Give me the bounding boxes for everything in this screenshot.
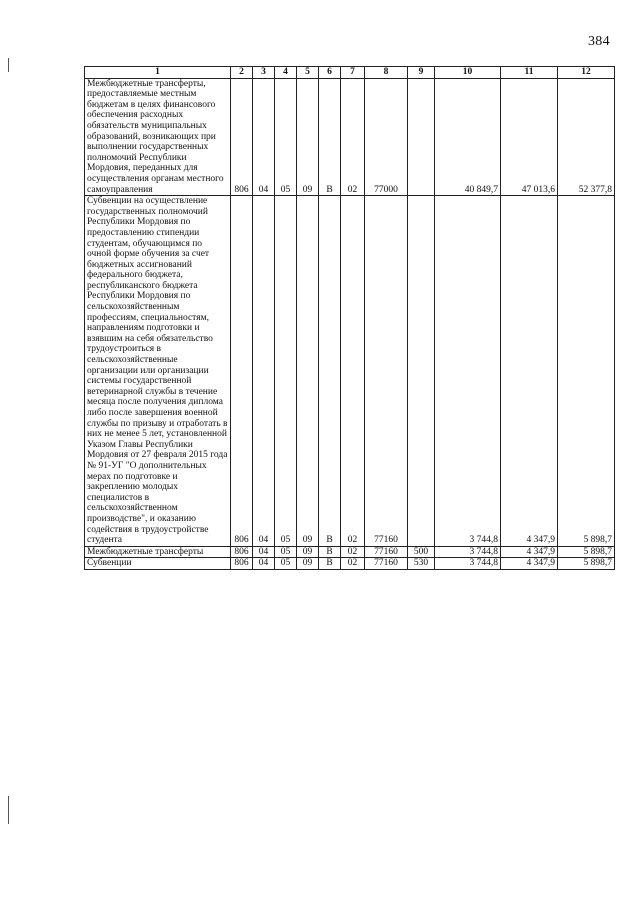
cell-code [408,78,435,196]
cell-code: 05 [275,78,297,196]
column-header: 2 [231,67,253,79]
cell-code: 806 [231,558,253,570]
cell-amount: 40 849,7 [435,78,501,196]
cell-code: В [319,196,341,547]
cell-code: 77160 [365,196,408,547]
row-name: Межбюджетные трансферты [85,546,231,558]
column-header: 4 [275,67,297,79]
cell-amount: 3 744,8 [435,558,501,570]
cell-code: В [319,546,341,558]
column-header: 6 [319,67,341,79]
row-name: Субвенции на осуществление государственных полномочий Республики Мордовия по предоставлению стипендии студентам, обучающимся по очной форме обучения за счет бюджетных ассигнований федерального бюджета, республиканского бюджета Республики Мордовия по сельскохозяйственным профессиям, специальностям, направлениям подготовки и взявшим на себя обязательство трудоустроиться в сельскохозяйственные организации или организации системы государственной ветеринарной службы в течение месяца после получения диплома либо после завершения военной службы по призыву и отработать в них не менее 5 лет, установленной Указом Главы Республики Мордовия от 27 февраля 2015 года № 91-УГ "О дополнительных мерах по подготовке и закреплению молодых специалистов в сельскохозяйственном производстве", и оказанию содействия в трудоустройстве студента [85,196,231,547]
scan-mark [8,796,9,824]
table-row [85,78,615,196]
cell-code: 806 [231,546,253,558]
cell-code: 77000 [365,78,408,196]
page-number: 384 [588,34,610,49]
table-row [85,546,615,558]
column-header: 10 [435,67,501,79]
cell-code: 02 [341,196,365,547]
scan-mark [8,58,9,72]
table-header-row [85,67,615,79]
column-header: 1 [85,67,231,79]
cell-code: 806 [231,196,253,547]
cell-code: 806 [231,78,253,196]
cell-amount: 47 013,6 [501,78,558,196]
cell-amount: 4 347,9 [501,546,558,558]
column-header: 7 [341,67,365,79]
table-row [85,196,615,547]
cell-amount: 52 377,8 [558,78,615,196]
table-row [85,558,615,570]
cell-code: 02 [341,558,365,570]
cell-code: 04 [253,196,275,547]
cell-amount: 4 347,9 [501,558,558,570]
cell-amount: 5 898,7 [558,558,615,570]
cell-amount: 3 744,8 [435,196,501,547]
column-header: 11 [501,67,558,79]
cell-code: 04 [253,546,275,558]
cell-code: 530 [408,558,435,570]
cell-code: 09 [297,78,319,196]
cell-code: 02 [341,546,365,558]
cell-code: 500 [408,546,435,558]
cell-code: 05 [275,558,297,570]
cell-code: 77160 [365,558,408,570]
cell-code: 05 [275,546,297,558]
row-name: Межбюджетные трансферты, предоставляемые местным бюджетам в целях финансового обеспечения расходных обязательств муниципальных образований, возникающих при выполнении государственных полномочий Республики Мордовия, переданных для осуществления органам местного самоуправления [85,78,231,196]
column-header: 3 [253,67,275,79]
budget-table [84,66,615,570]
column-header: 9 [408,67,435,79]
cell-amount: 4 347,9 [501,196,558,547]
cell-code [408,196,435,547]
cell-amount: 3 744,8 [435,546,501,558]
cell-code: 04 [253,78,275,196]
cell-code: 09 [297,558,319,570]
column-header: 12 [558,67,615,79]
cell-code: 09 [297,546,319,558]
cell-code: В [319,78,341,196]
column-header: 5 [297,67,319,79]
cell-code: 09 [297,196,319,547]
row-name: Субвенции [85,558,231,570]
column-header: 8 [365,67,408,79]
cell-code: В [319,558,341,570]
cell-code: 77160 [365,546,408,558]
cell-amount: 5 898,7 [558,196,615,547]
cell-code: 05 [275,196,297,547]
cell-amount: 5 898,7 [558,546,615,558]
cell-code: 04 [253,558,275,570]
cell-code: 02 [341,78,365,196]
